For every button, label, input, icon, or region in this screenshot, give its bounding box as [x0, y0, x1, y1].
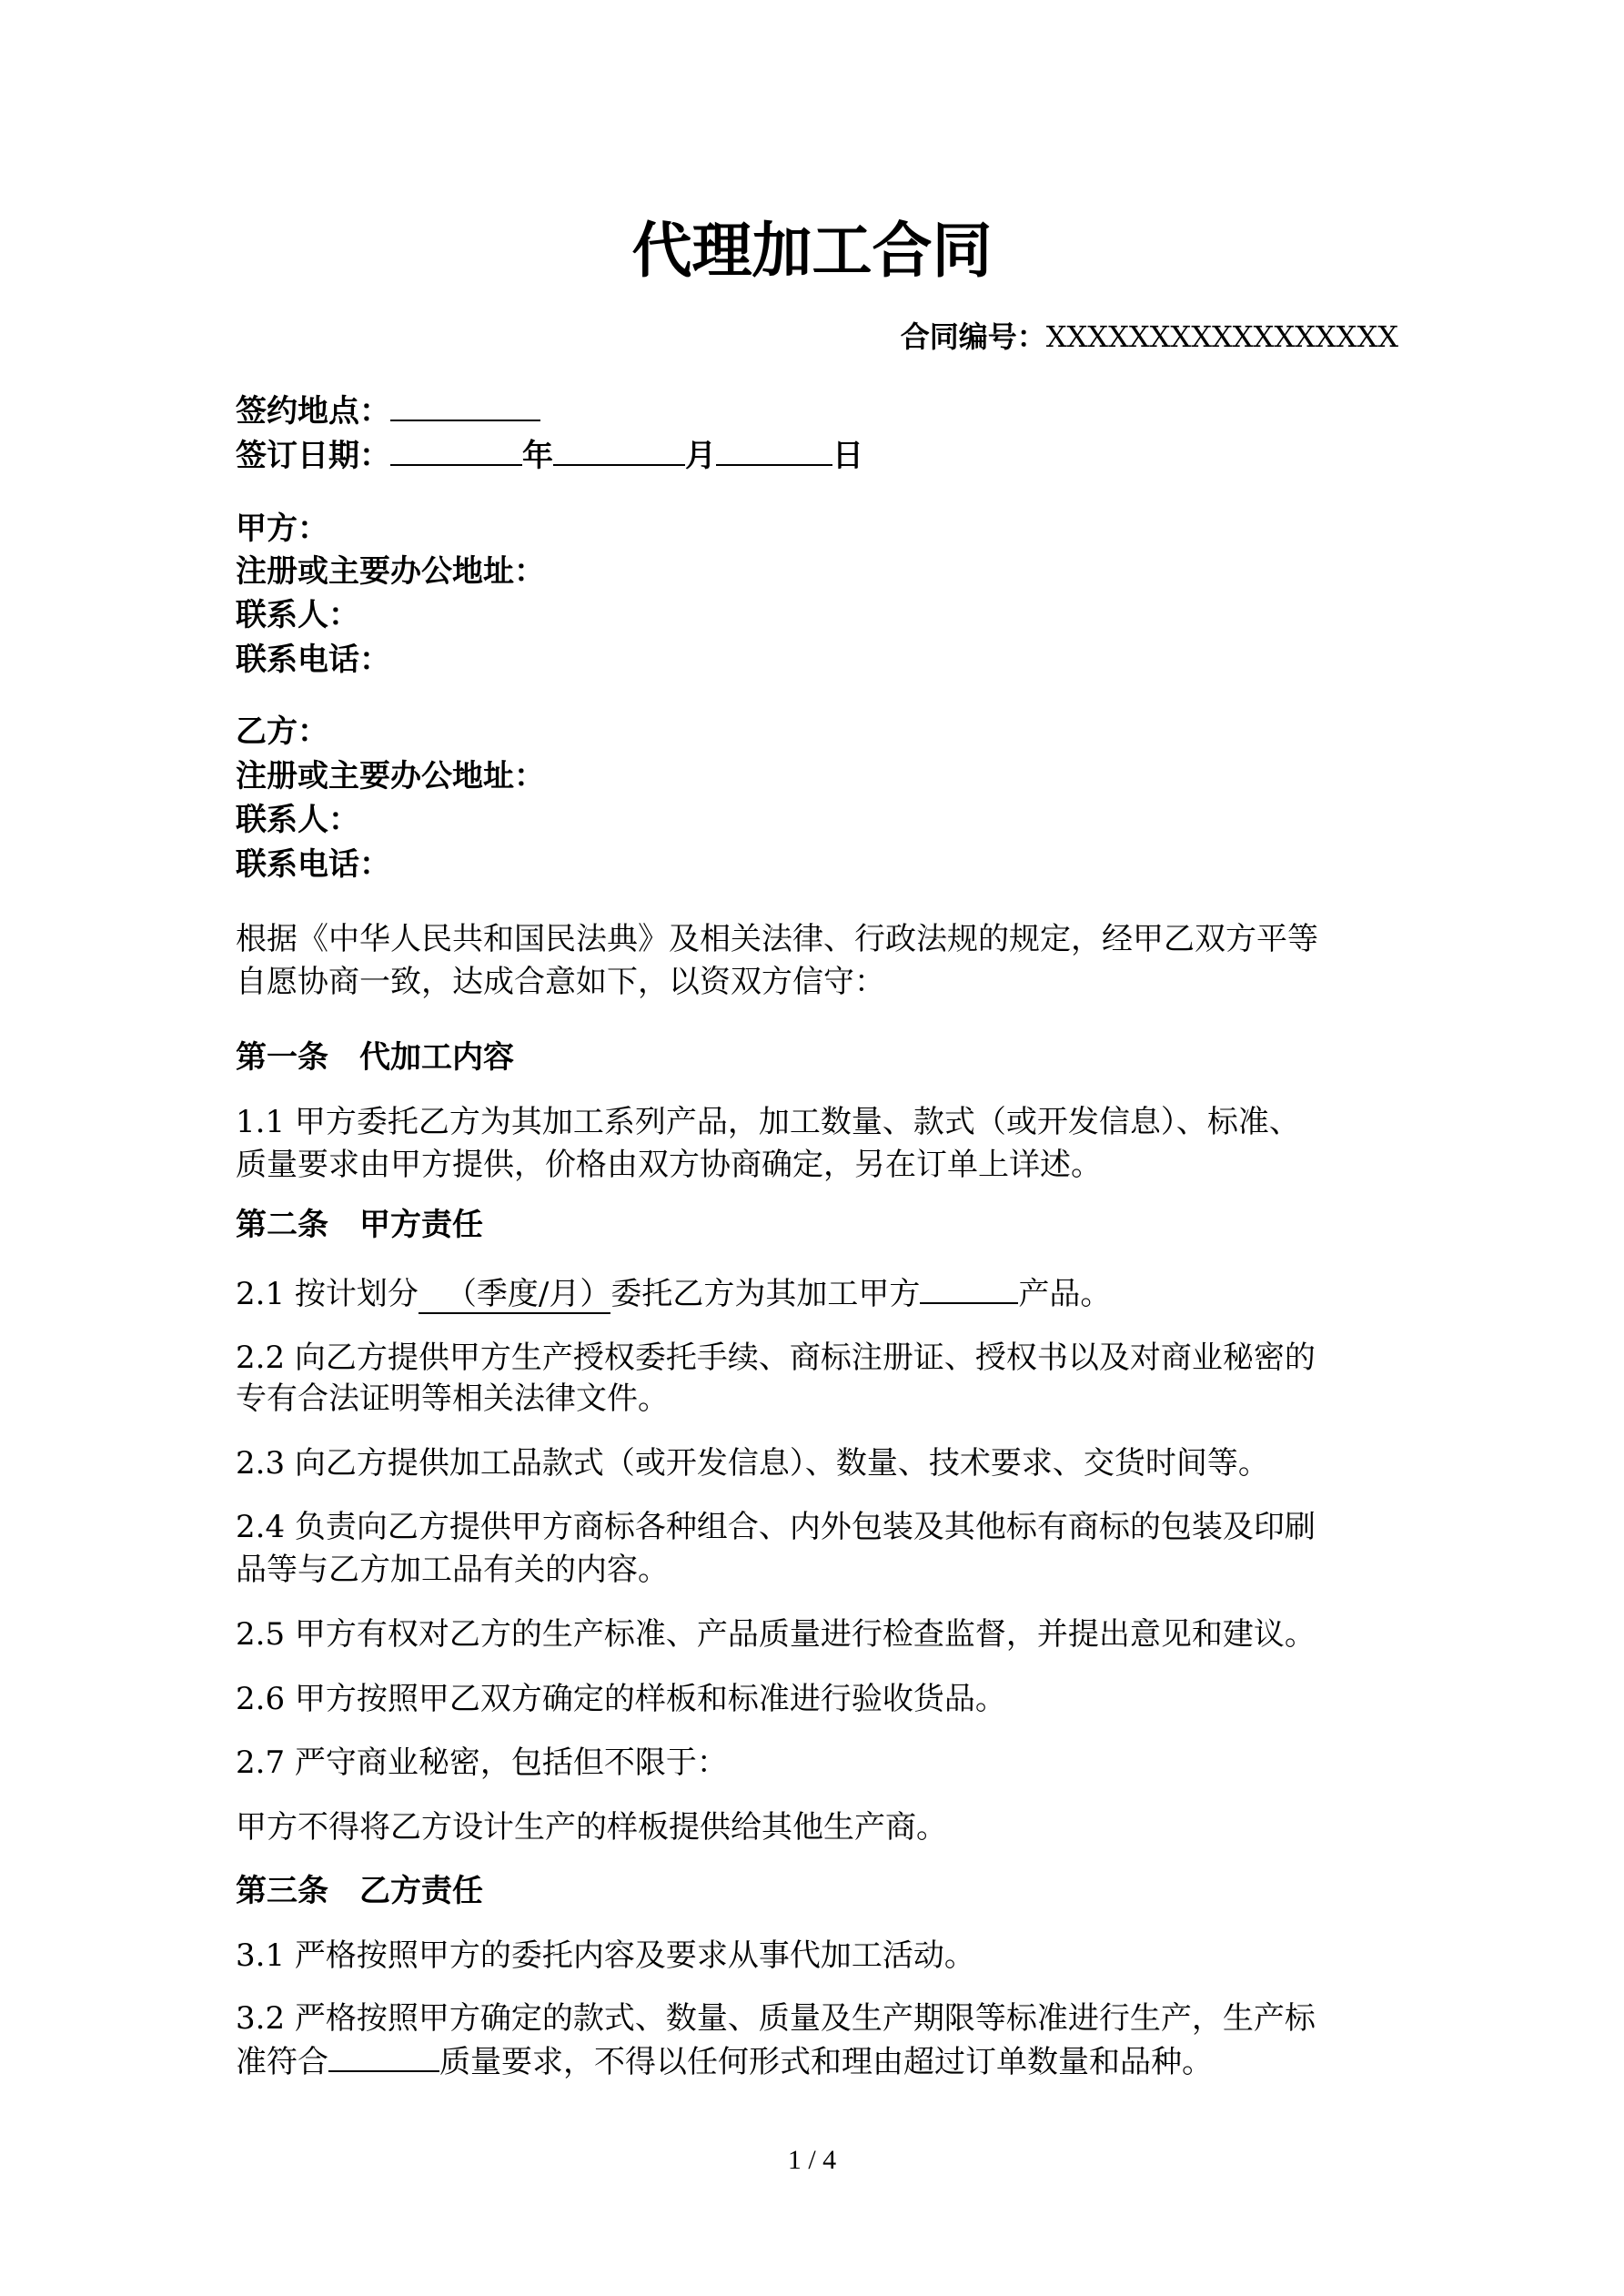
clause-3-2 — [236, 2043, 1213, 2080]
article-title: 甲方责任 — [359, 1207, 483, 1243]
article-1-heading — [236, 1039, 514, 1076]
document-title: 代理加工合同 — [631, 216, 993, 286]
clause-2-3: 2.3 向乙方提供加工品款式（或开发信息）、数量、技术要求、交货时间等。 — [236, 1445, 1269, 1482]
clause-text: 委托乙方为其加工甲方 — [610, 1276, 921, 1312]
article-2-heading — [236, 1207, 483, 1243]
sign-date-label: 签订日期： — [236, 438, 390, 474]
clause-2-5: 2.5 甲方有权对乙方的生产标准、产品质量进行检查监督，并提出意见和建议。 — [236, 1616, 1316, 1653]
party-a-name: 甲方： — [236, 511, 328, 547]
clause-2-7: 2.7 严守商业秘密，包括但不限于： — [236, 1745, 728, 1781]
clause-2-2: 专有合法证明等相关法律文件。 — [236, 1381, 669, 1417]
clause-2-4: 2.4 负责向乙方提供甲方商标各种组合、内外包装及其他标有商标的包装及印刷 — [236, 1509, 1316, 1545]
month-label: 月 — [685, 438, 716, 474]
party-a-address: 注册或主要办公地址： — [236, 553, 545, 590]
party-b-name: 乙方： — [236, 713, 328, 750]
contract-number-label: 合同编号： — [900, 319, 1046, 354]
month-blank — [553, 437, 685, 466]
sign-place — [236, 392, 540, 430]
day-label: 日 — [832, 438, 863, 474]
article-3-heading — [236, 1873, 483, 1909]
clause-text: 准符合 — [236, 2044, 328, 2080]
contract-number-value: XXXXXXXXXXXXXXXXX — [1045, 319, 1398, 354]
sign-place-label: 签约地点： — [236, 393, 390, 430]
party-a-phone: 联系电话： — [236, 642, 390, 678]
day-blank — [716, 437, 832, 466]
clause-1-1: 1.1 甲方委托乙方为其加工系列产品，加工数量、款式（或开发信息）、标准、 — [236, 1104, 1300, 1140]
preamble-line: 根据《中华人民共和国民法典》及相关法律、行政法规的规定，经甲乙双方平等 — [236, 921, 1318, 957]
sign-date — [236, 437, 863, 474]
clause-2-2: 2.2 向乙方提供甲方生产授权委托手续、商标注册证、授权书以及对商业秘密的 — [236, 1340, 1316, 1376]
clause-3-1: 3.1 严格按照甲方的委托内容及要求从事代加工活动。 — [236, 1937, 975, 1974]
clause-2-7-item: 甲方不得将乙方设计生产的样板提供给其他生产商。 — [236, 1809, 947, 1846]
clause-2-6: 2.6 甲方按照甲乙双方确定的样板和标准进行验收货品。 — [236, 1681, 1006, 1717]
article-number: 第二条 — [236, 1207, 328, 1243]
page-number: 1 / 4 — [787, 2145, 837, 2175]
preamble-line: 自愿协商一致，达成合意如下，以资双方信守： — [236, 964, 885, 1000]
contract-number — [901, 319, 1398, 355]
period-text: （季度/月） — [445, 1276, 611, 1312]
year-blank — [390, 437, 522, 466]
clause-3-2: 3.2 严格按照甲方确定的款式、数量、质量及生产期限等标准进行生产，生产标 — [236, 2000, 1316, 2037]
clause-text: 质量要求，不得以任何形式和理由超过订单数量和品种。 — [439, 2044, 1213, 2080]
article-number: 第一条 — [236, 1039, 328, 1076]
party-b-contact: 联系人： — [236, 802, 359, 838]
standard-blank — [328, 2043, 439, 2072]
clause-text: 2.1 按计划分 — [236, 1276, 419, 1312]
article-title: 代加工内容 — [359, 1039, 514, 1076]
clause-text: 产品。 — [1018, 1276, 1112, 1312]
article-title: 乙方责任 — [359, 1873, 483, 1909]
clause-2-4: 品等与乙方加工品有关的内容。 — [236, 1552, 669, 1588]
period-blank — [419, 1276, 610, 1314]
party-b-address: 注册或主要办公地址： — [236, 758, 545, 794]
clause-2-1 — [236, 1275, 1111, 1312]
sign-place-blank — [390, 392, 540, 421]
clause-1-1: 质量要求由甲方提供，价格由双方协商确定，另在订单上详述。 — [236, 1147, 1102, 1183]
article-number: 第三条 — [236, 1873, 328, 1909]
year-label: 年 — [522, 438, 553, 474]
party-a-contact: 联系人： — [236, 597, 359, 633]
party-b-phone: 联系电话： — [236, 846, 390, 883]
product-blank — [920, 1275, 1018, 1304]
